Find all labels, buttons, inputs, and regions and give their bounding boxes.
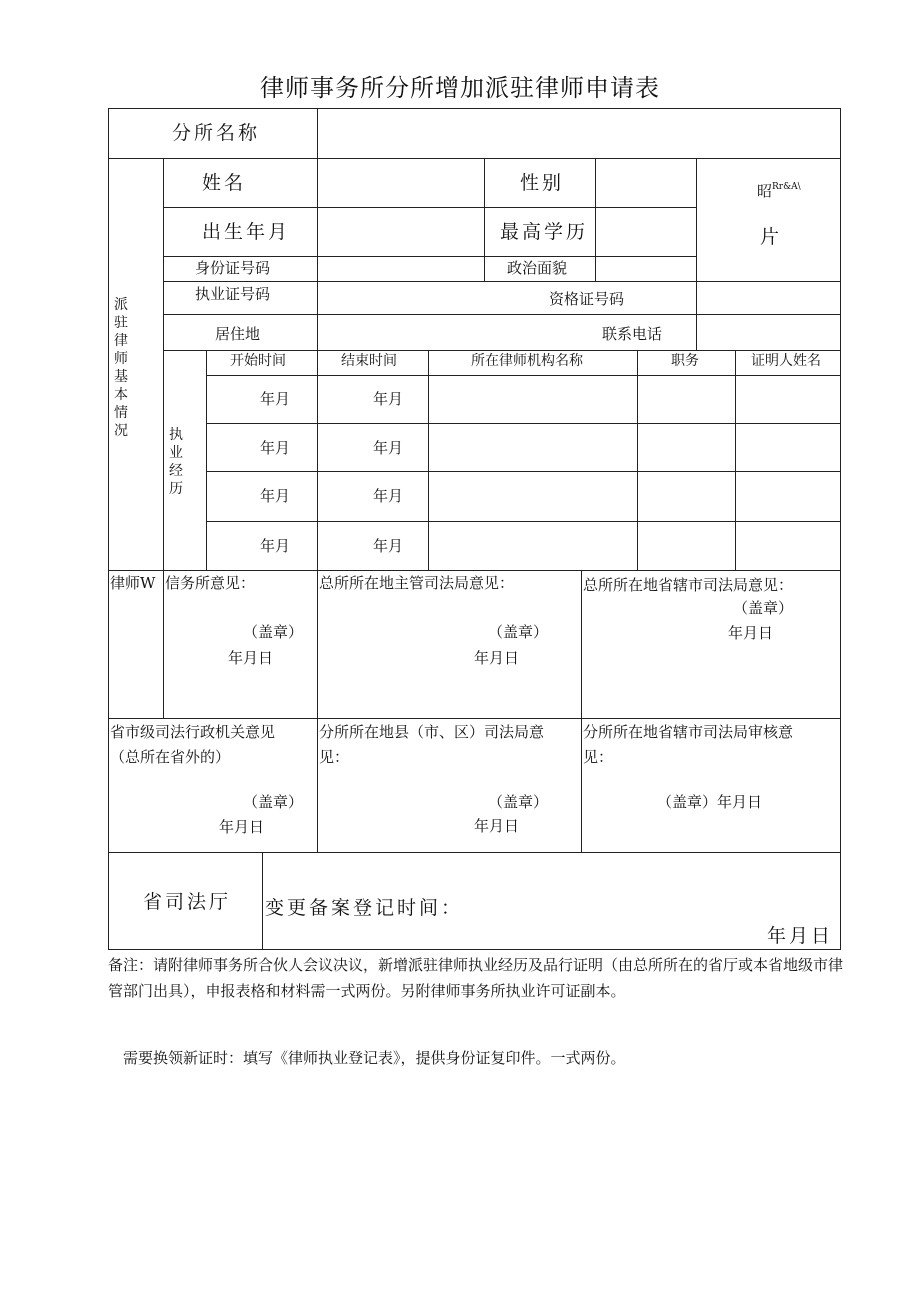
change-time-label: 变更备案登记时间： bbox=[265, 897, 464, 919]
grid-line bbox=[163, 158, 164, 719]
provincial-other-label-1: 省市级司法行政机关意见 bbox=[110, 723, 276, 741]
grid-line bbox=[735, 350, 736, 570]
grid-line bbox=[163, 350, 841, 351]
birth-label: 出生年月 bbox=[202, 221, 291, 243]
political-label: 政治面貌 bbox=[507, 259, 568, 277]
exp-header-org: 所在律师机构名称 bbox=[471, 353, 583, 369]
main-bureau-date: 年月日 bbox=[474, 649, 520, 667]
exp-header-start: 开始时间 bbox=[230, 353, 286, 369]
grid-line bbox=[317, 108, 318, 350]
grid-line bbox=[206, 350, 207, 570]
branch-county-date: 年月日 bbox=[474, 817, 520, 835]
photo-char: 昭 bbox=[757, 182, 773, 200]
grid-line bbox=[108, 852, 841, 853]
exp-row-1-end: 年月 bbox=[373, 390, 404, 408]
provincial-other-label-2: （总所在省外的） bbox=[110, 748, 231, 766]
exp-row-4-end: 年月 bbox=[373, 537, 404, 555]
qualification-label: 资格证号码 bbox=[549, 290, 625, 308]
grid-line bbox=[637, 350, 638, 570]
gender-label: 性别 bbox=[520, 172, 565, 194]
remark-note: 备注：请附律师事务所合伙人会议决议，新增派驻律师执业经历及品行证明（由总所所在的省厅或本省地级市律管部门出具），申报表格和材料需一式两份。另附律师事务所执业许可证副本。 bbox=[108, 956, 844, 1000]
branch-county-label-1: 分所所在地县（市、区）司法局意 bbox=[319, 723, 545, 741]
grid-line bbox=[206, 423, 841, 424]
grid-line bbox=[840, 108, 841, 950]
branch-county-label-2: 见： bbox=[319, 748, 350, 766]
main-province-seal: （盖章） bbox=[733, 599, 794, 617]
page-title: 律师事务所分所增加派驻律师申请表 bbox=[260, 74, 660, 102]
education-label: 最高学历 bbox=[500, 221, 589, 243]
firm-seal: （盖章） bbox=[243, 623, 304, 641]
photo-small-text: Rr&A\ bbox=[772, 182, 801, 192]
id-label: 身份证号码 bbox=[195, 259, 271, 277]
grid-line bbox=[163, 314, 841, 315]
main-province-opinion-label: 总所所在地省辖市司法局意见： bbox=[583, 576, 794, 594]
branch-name-label: 分所名称 bbox=[172, 122, 261, 144]
grid-line bbox=[484, 158, 485, 281]
exp-row-1-start: 年月 bbox=[260, 390, 291, 408]
experience-label: 执业经历 bbox=[169, 427, 183, 497]
firm-opinion-label: 信务所意见： bbox=[165, 574, 256, 592]
phone-label: 联系电话 bbox=[602, 325, 663, 343]
branch-province-label-2: 见： bbox=[583, 748, 614, 766]
branch-province-label-1: 分所所在地省辖市司法局审核意 bbox=[583, 723, 794, 741]
grid-line bbox=[317, 570, 318, 853]
grid-line bbox=[262, 852, 263, 950]
exp-header-witness: 证明人姓名 bbox=[751, 353, 821, 369]
exp-row-3-end: 年月 bbox=[373, 487, 404, 505]
grid-line bbox=[108, 949, 841, 950]
photo-label-top bbox=[757, 182, 801, 200]
exp-header-position: 职务 bbox=[671, 353, 699, 369]
grid-line bbox=[317, 350, 318, 570]
grid-line bbox=[696, 158, 697, 350]
exp-row-4-start: 年月 bbox=[260, 537, 291, 555]
section-label: 派驻律师基本情况 bbox=[114, 297, 128, 439]
grid-line bbox=[206, 471, 841, 472]
grid-line bbox=[108, 158, 841, 159]
grid-line bbox=[595, 158, 596, 281]
license-label: 执业证号码 bbox=[195, 285, 271, 303]
grid-line bbox=[206, 521, 841, 522]
exp-row-3-start: 年月 bbox=[260, 487, 291, 505]
grid-line bbox=[108, 570, 841, 571]
dept-label: 省司法厅 bbox=[143, 891, 232, 913]
firm-opinion-left-label: 律师W bbox=[110, 574, 156, 592]
provincial-other-date: 年月日 bbox=[219, 818, 265, 836]
grid-line bbox=[206, 375, 841, 376]
grid-line bbox=[108, 108, 841, 109]
grid-line bbox=[108, 108, 109, 950]
exp-header-end: 结束时间 bbox=[341, 353, 397, 369]
provincial-other-seal: （盖章） bbox=[243, 793, 304, 811]
exp-row-2-end: 年月 bbox=[373, 439, 404, 457]
grid-line bbox=[163, 256, 696, 257]
branch-province-seal-date: （盖章）年月日 bbox=[657, 793, 763, 811]
main-province-date: 年月日 bbox=[728, 624, 774, 642]
residence-label: 居住地 bbox=[215, 325, 261, 343]
exp-row-2-start: 年月 bbox=[260, 439, 291, 457]
grid-line bbox=[163, 281, 841, 282]
name-label: 姓名 bbox=[202, 172, 247, 194]
renewal-note: 需要换领新证时：填写《律师执业登记表》，提供身份证复印件。一式两份。 bbox=[123, 1049, 626, 1067]
main-bureau-opinion-label: 总所所在地主管司法局意见： bbox=[319, 574, 515, 592]
main-bureau-seal: （盖章） bbox=[488, 623, 549, 641]
photo-label-bottom: 片 bbox=[760, 226, 783, 248]
grid-line bbox=[163, 207, 696, 208]
grid-line bbox=[108, 718, 841, 719]
grid-line bbox=[428, 350, 429, 570]
change-date: 年月日 bbox=[767, 925, 834, 947]
branch-county-seal: （盖章） bbox=[488, 793, 549, 811]
grid-line bbox=[581, 570, 582, 853]
firm-date: 年月日 bbox=[228, 649, 274, 667]
